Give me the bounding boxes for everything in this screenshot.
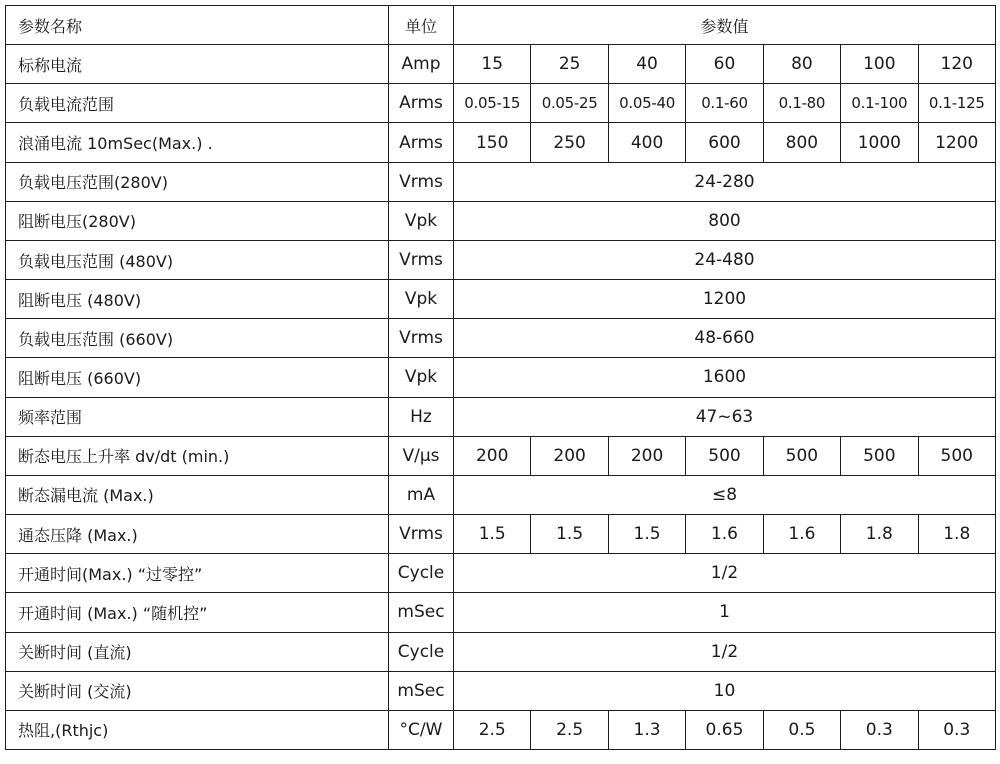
value-cell: 250 [531,123,608,162]
value-cell: 0.5 [763,710,840,749]
value-cell: 1.5 [531,515,608,554]
value-cell: 500 [763,436,840,475]
value-cell: 15 [454,45,531,84]
value-cell: 0.3 [841,710,918,749]
header-value-cell: 参数值 [454,6,996,45]
unit-cell: Arms [389,123,454,162]
unit-cell: V/μs [389,436,454,475]
table-row [6,436,996,475]
table-row [6,475,996,514]
value-cell: 1.8 [918,515,995,554]
value-cell: 1.5 [608,515,685,554]
unit-cell: Cycle [389,554,454,593]
unit-cell: Vrms [389,162,454,201]
spec-table [5,5,996,750]
merged-value-cell: 1 [454,593,996,632]
merged-value-cell: 48-660 [454,319,996,358]
value-cell: 100 [841,45,918,84]
param-name-cell: 开通时间 (Max.) “随机控” [6,593,389,632]
table-row [6,397,996,436]
value-cell: 0.05-15 [454,84,531,123]
value-cell: 2.5 [531,710,608,749]
param-name-cell: 断态漏电流 (Max.) [6,475,389,514]
unit-cell: Arms [389,84,454,123]
merged-value-cell: 10 [454,671,996,710]
unit-cell: Vrms [389,240,454,279]
param-name-cell: 浪涌电流 10mSec(Max.) . [6,123,389,162]
param-name-cell: 关断时间 (直流) [6,632,389,671]
table-row [6,671,996,710]
param-name-cell: 热阻,(Rthjc) [6,710,389,749]
header-name-cell: 参数名称 [6,6,389,45]
table-row [6,123,996,162]
value-cell: 0.1-125 [918,84,995,123]
value-cell: 0.65 [686,710,763,749]
value-cell: 80 [763,45,840,84]
table-row [6,162,996,201]
value-cell: 0.05-25 [531,84,608,123]
value-cell: 800 [763,123,840,162]
table-row [6,632,996,671]
merged-value-cell: 47~63 [454,397,996,436]
table-body [6,6,996,750]
param-name-cell: 负载电压范围 (660V) [6,319,389,358]
table-row [6,45,996,84]
value-cell: 500 [918,436,995,475]
value-cell: 600 [686,123,763,162]
value-cell: 1.6 [686,515,763,554]
table-row [6,319,996,358]
value-cell: 150 [454,123,531,162]
unit-cell: Vpk [389,280,454,319]
value-cell: 1.3 [608,710,685,749]
param-name-cell: 阻断电压 (660V) [6,358,389,397]
value-cell: 120 [918,45,995,84]
unit-cell: mSec [389,593,454,632]
merged-value-cell: 1200 [454,280,996,319]
value-cell: 400 [608,123,685,162]
merged-value-cell: 1/2 [454,554,996,593]
value-cell: 1200 [918,123,995,162]
param-name-cell: 断态电压上升率 dv/dt (min.) [6,436,389,475]
unit-cell: Vrms [389,319,454,358]
merged-value-cell: 1600 [454,358,996,397]
header-row [6,6,996,45]
value-cell: 1.6 [763,515,840,554]
param-name-cell: 通态压降 (Max.) [6,515,389,554]
unit-cell: Vrms [389,515,454,554]
value-cell: 0.1-80 [763,84,840,123]
table-row [6,515,996,554]
unit-cell: Amp [389,45,454,84]
param-name-cell: 阻断电压 (480V) [6,280,389,319]
unit-cell: Vpk [389,358,454,397]
param-name-cell: 负载电压范围 (480V) [6,240,389,279]
table-row [6,358,996,397]
table-row [6,240,996,279]
unit-cell: mA [389,475,454,514]
param-name-cell: 关断时间 (交流) [6,671,389,710]
unit-cell: Hz [389,397,454,436]
header-unit-cell: 单位 [389,6,454,45]
value-cell: 25 [531,45,608,84]
merged-value-cell: 24-280 [454,162,996,201]
unit-cell: Vpk [389,201,454,240]
param-name-cell: 标称电流 [6,45,389,84]
table-row [6,710,996,749]
param-name-cell: 负载电流范围 [6,84,389,123]
param-name-cell: 负载电压范围(280V) [6,162,389,201]
value-cell: 1.5 [454,515,531,554]
value-cell: 200 [454,436,531,475]
table-row [6,84,996,123]
value-cell: 2.5 [454,710,531,749]
value-cell: 40 [608,45,685,84]
value-cell: 0.1-100 [841,84,918,123]
value-cell: 1.8 [841,515,918,554]
value-cell: 0.1-60 [686,84,763,123]
unit-cell: mSec [389,671,454,710]
value-cell: 500 [841,436,918,475]
table-row [6,554,996,593]
param-name-cell: 开通时间(Max.) “过零控” [6,554,389,593]
value-cell: 1000 [841,123,918,162]
table-row [6,201,996,240]
value-cell: 200 [608,436,685,475]
table-row [6,280,996,319]
value-cell: 500 [686,436,763,475]
param-name-cell: 频率范围 [6,397,389,436]
merged-value-cell: 1/2 [454,632,996,671]
value-cell: 60 [686,45,763,84]
merged-value-cell: 24-480 [454,240,996,279]
value-cell: 0.05-40 [608,84,685,123]
unit-cell: °C/W [389,710,454,749]
value-cell: 0.3 [918,710,995,749]
param-name-cell: 阻断电压(280V) [6,201,389,240]
merged-value-cell: ≤8 [454,475,996,514]
unit-cell: Cycle [389,632,454,671]
value-cell: 200 [531,436,608,475]
merged-value-cell: 800 [454,201,996,240]
table-row [6,593,996,632]
